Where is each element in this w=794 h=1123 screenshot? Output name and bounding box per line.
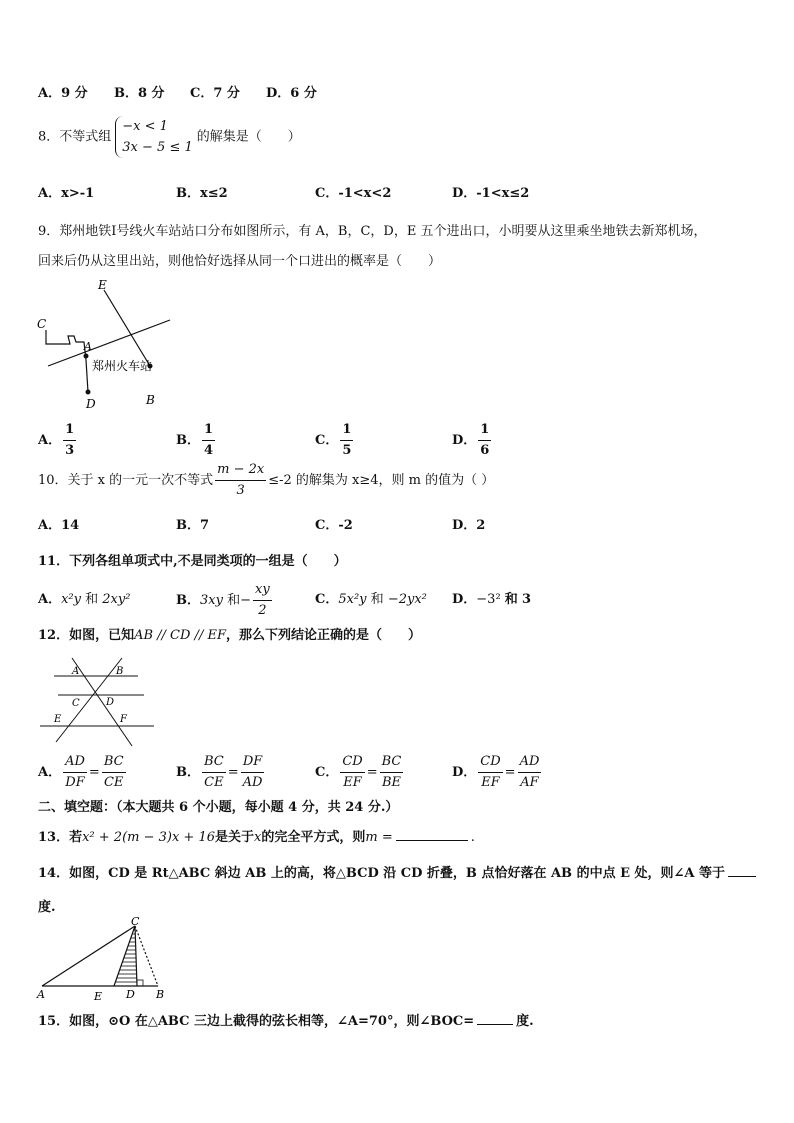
q12-option-b-num1: BC [202, 752, 226, 773]
q12-label-e: E [54, 714, 62, 725]
q11-option-c-term2: −2yx² [387, 592, 427, 607]
q9-option-c-denominator: 5 [342, 443, 352, 458]
q9-label-c: C [37, 317, 47, 331]
q12-option-d-num2: AD [518, 752, 542, 773]
q11-option-a-label: A． [38, 592, 62, 607]
q10-fraction [215, 460, 266, 501]
q15-stem [38, 1010, 534, 1029]
q9-option-c [315, 420, 355, 461]
q11-option-c-label: C． [315, 592, 339, 607]
q9-option-a [38, 420, 78, 461]
q12-label-c: C [72, 698, 80, 709]
q11-option-a-term1: x²y [61, 592, 81, 607]
q12-stem-prefix: 12．如图，已知 [38, 628, 135, 643]
q12-option-b-equals: = [227, 765, 239, 780]
q8-option-a: A．x>-1 [38, 186, 95, 201]
q9-option-a-numerator: 1 [63, 420, 76, 441]
q8-system-row2: 3x − 5 ≤ 1 [122, 140, 193, 155]
q8-stem [38, 116, 301, 158]
q11-option-a [38, 588, 130, 607]
q12-option-c-equals: = [366, 765, 378, 780]
section-fill-in-heading: 二、填空题：（本大题共 6 个小题，每小题 4 分，共 24 分.） [38, 800, 399, 815]
q14-stem-line1 [38, 862, 756, 881]
q8-option-b: B．x≤2 [176, 186, 228, 201]
q12-option-c-fraction1 [340, 752, 364, 793]
q9-option-c-label: C． [315, 433, 339, 448]
q12-option-c-den1: EF [343, 775, 362, 790]
q11-option-a-term2: 2xy² [102, 592, 131, 607]
q11-stem: 11．下列各组单项式中,不是同类项的一组是（ ） [38, 554, 347, 569]
q10-stem-suffix: ≤-2 的解集为 x≥4，则 m 的值为（ ） [268, 473, 495, 488]
q9-option-a-label: A． [38, 433, 62, 448]
q9-option-c-numerator: 1 [340, 420, 353, 441]
q11-option-d-term2: 3 [521, 592, 531, 607]
q10-option-d: D．2 [452, 518, 486, 533]
q14-answer-blank[interactable] [728, 862, 756, 877]
q13-variable: x [254, 830, 262, 845]
q9-station-figure [34, 276, 174, 412]
q9-option-d-label: D． [452, 433, 477, 448]
q11-option-c [315, 588, 427, 607]
q13-lhs: m = [365, 830, 393, 845]
q9-option-b-label: B． [176, 433, 200, 448]
q7-option-b: B．8 分 [114, 86, 165, 101]
q13-stem [38, 826, 475, 845]
q12-label-d: D [106, 697, 115, 708]
q14-label-d: D [126, 988, 135, 1001]
q8-option-c: C．-1<x<2 [315, 186, 392, 201]
q12-option-c-fraction2 [380, 752, 404, 793]
q12-option-a-den2: CE [103, 775, 124, 790]
q10-option-a: A．14 [38, 518, 80, 533]
q11-option-b-term1: 3xy [200, 593, 223, 608]
q13-stem-prefix: 13．若 [38, 830, 83, 845]
q15-answer-blank[interactable] [477, 1010, 513, 1025]
q14-dashed-cb [135, 926, 158, 986]
q12-option-c-num1: CD [340, 752, 364, 773]
q12-option-a-label: A． [38, 765, 62, 780]
q13-end: . [470, 830, 475, 845]
q8-tail: 的解集是（ ） [196, 129, 301, 145]
q12-option-a-fraction2 [102, 752, 126, 793]
q11-option-b-minus: − [240, 593, 252, 608]
q13-expression: x² + 2(m − 3)x + 16 [82, 830, 215, 845]
q12-label-a: A [72, 666, 80, 677]
q14-label-a: A [37, 988, 45, 1001]
q10-numerator: m − 2x [215, 460, 266, 481]
q12-stem [38, 624, 421, 643]
q14-label-e: E [94, 990, 103, 1002]
q12-option-c-den2: BE [381, 775, 402, 790]
q12-option-a-num1: AD [63, 752, 87, 773]
q9-option-d-numerator: 1 [478, 420, 491, 441]
q10-stem [38, 460, 494, 501]
q11-option-b-and: 和 [227, 593, 241, 608]
q14-triangle-figure [34, 916, 174, 1002]
q12-condition: AB // CD // EF [134, 628, 226, 643]
q8-number: 8．不等式组 [38, 129, 112, 145]
q11-option-a-and: 和 [85, 592, 99, 607]
q11-option-b-label: B． [176, 593, 200, 608]
q9-option-d-fraction [478, 420, 491, 461]
q11-option-d-label: D． [452, 592, 477, 607]
q11-option-b-fraction [253, 580, 272, 621]
q13-answer-blank[interactable] [396, 826, 468, 841]
q9-label-d: D [86, 397, 96, 411]
q13-stem-mid2: 的完全平方式，则 [261, 830, 366, 845]
q12-option-d-fraction1 [478, 752, 502, 793]
q12-option-b-num2: DF [241, 752, 265, 773]
q9-label-e: E [98, 278, 107, 292]
q9-stem-line1: 9．郑州地铁Ⅰ号线火车站站口分布如图所示，有 A，B，C，D，E 五个进出口，小明要从这里乘坐地铁去新郑机场， [38, 224, 707, 239]
q10-option-b: B．7 [176, 518, 210, 533]
q9-label-b: B [146, 393, 155, 407]
q12-option-a [38, 752, 128, 793]
q11-option-b-denominator: 2 [258, 603, 267, 618]
q9-exit-cd-path [46, 330, 88, 392]
q13-stem-mid: 是关于 [215, 830, 255, 845]
q11-option-d [452, 588, 531, 607]
q10-stem-prefix: 10．关于 x 的一元一次不等式 [38, 473, 214, 488]
q14-stem-text: 14．如图，CD 是 Rt△ABC 斜边 AB 上的高，将△BCD 沿 CD 折叠，B 点恰好落在 AB 的中点 E 处，则∠A 等于 [38, 866, 726, 881]
q7-option-a: A．9 分 [38, 86, 88, 101]
q15-end: 度. [516, 1014, 534, 1029]
q12-option-b-fraction1 [202, 752, 226, 793]
q8-option-d: D．-1<x≤2 [452, 186, 530, 201]
q12-option-a-den1: DF [65, 775, 85, 790]
q9-option-b [176, 420, 217, 461]
q12-option-d-den1: EF [481, 775, 500, 790]
q9-option-b-fraction [202, 420, 215, 461]
q9-option-d-denominator: 6 [480, 443, 490, 458]
q12-option-d-den2: AF [520, 775, 539, 790]
q9-option-b-numerator: 1 [202, 420, 215, 441]
q9-stem-line2: 回来后仍从这里出站，则他恰好选择从同一个口进出的概率是（ ） [38, 254, 442, 269]
q9-option-d [452, 420, 493, 461]
q12-option-b-den1: CE [204, 775, 224, 790]
q12-label-f: F [120, 714, 127, 725]
q12-option-b [176, 752, 266, 793]
q12-option-b-label: B． [176, 765, 200, 780]
q12-option-d-fraction2 [518, 752, 542, 793]
q14-right-angle-mark [137, 980, 143, 986]
q11-option-c-and: 和 [370, 592, 384, 607]
q11-option-c-term1: 5x²y [338, 592, 367, 607]
q15-stem-text: 15．如图，⊙O 在△ABC 三边上截得的弦长相等，∠A=70°，则∠BOC= [38, 1014, 475, 1029]
q12-option-d [452, 752, 543, 793]
q8-system-row1: −x < 1 [122, 119, 168, 134]
q12-option-c [315, 752, 405, 793]
q11-option-d-term1: −3² [476, 592, 501, 607]
q11-option-b-numerator: xy [253, 580, 272, 601]
q9-option-a-denominator: 3 [65, 443, 75, 458]
q10-option-c: C．-2 [315, 518, 353, 533]
q8-system [115, 116, 192, 158]
q9-option-c-fraction [340, 420, 353, 461]
q12-option-d-label: D． [452, 765, 477, 780]
q14-stem-line2: 度. [38, 900, 56, 915]
q12-option-b-fraction2 [241, 752, 265, 793]
q10-denominator: 3 [236, 483, 245, 498]
q12-option-c-label: C． [315, 765, 339, 780]
q12-option-b-den2: AD [242, 775, 263, 790]
q9-option-a-fraction [63, 420, 76, 461]
q9-exit-eb-line [104, 290, 150, 366]
q9-point-d [86, 390, 91, 395]
q11-option-d-and: 和 [504, 592, 518, 607]
q12-option-c-num2: BC [380, 752, 404, 773]
q7-option-c: C．7 分 [190, 86, 240, 101]
q12-parallel-lines-figure [38, 654, 158, 748]
q7-option-d: D．6 分 [266, 86, 317, 101]
q14-label-c: C [131, 916, 140, 928]
q12-stem-suffix: ，那么下列结论正确的是（ ） [225, 628, 421, 643]
q9-option-b-denominator: 4 [204, 443, 214, 458]
q12-option-a-fraction1 [63, 752, 87, 793]
q12-label-b: B [116, 666, 124, 677]
q9-station-label: 郑州火车站 [92, 359, 153, 373]
q9-point-a [84, 354, 89, 359]
q14-label-b: B [156, 988, 165, 1001]
q12-option-d-equals: = [504, 765, 516, 780]
q9-label-a: A [84, 340, 92, 353]
q12-option-a-equals: = [88, 765, 100, 780]
q12-option-a-num2: BC [102, 752, 126, 773]
q12-option-d-num1: CD [478, 752, 502, 773]
q11-option-b [176, 580, 274, 621]
